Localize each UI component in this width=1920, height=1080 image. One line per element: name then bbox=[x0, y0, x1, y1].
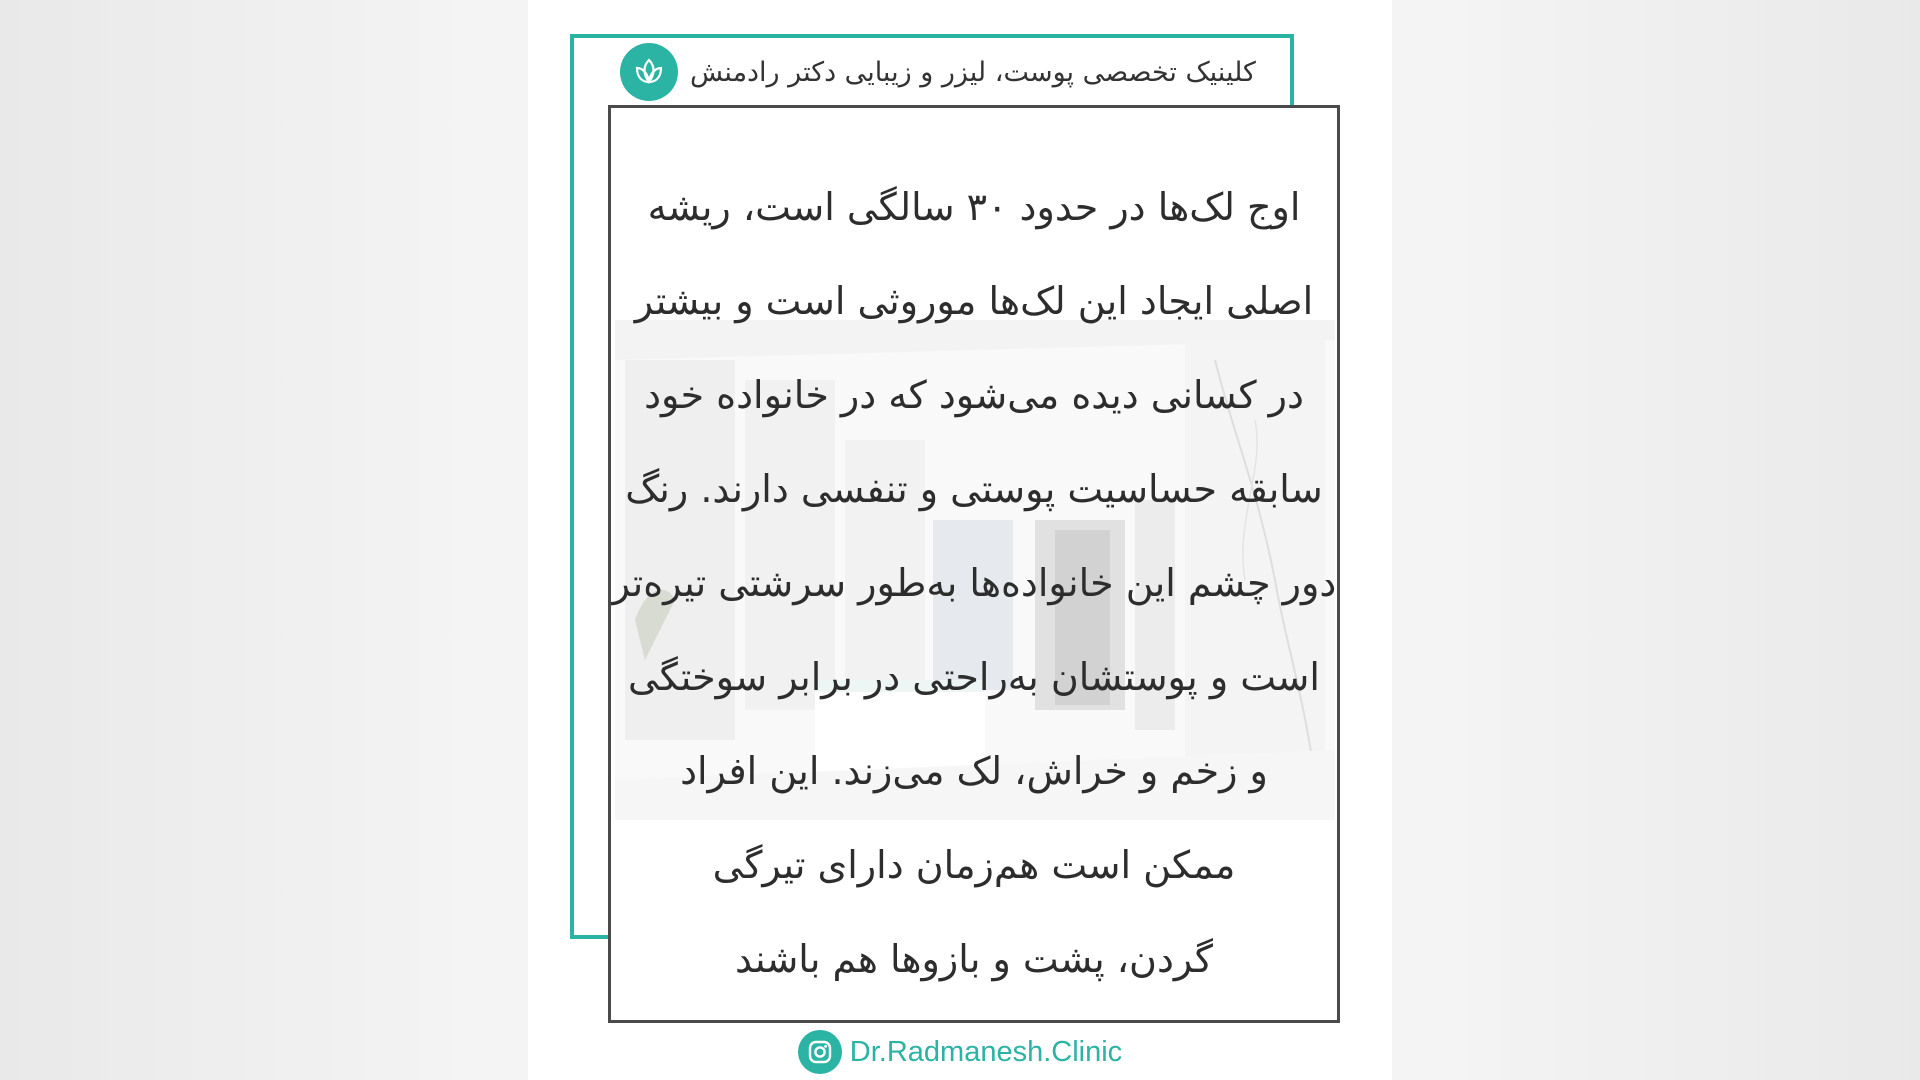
text-line: اوج لک‌ها در حدود ۳۰ سالگی است، ریشه bbox=[647, 185, 1301, 229]
text-line: دور چشم این خانواده‌ها به‌طور سرشتی تیره‌تر bbox=[611, 561, 1337, 605]
clinic-title: کلینیک تخصصی پوست، لیزر و زیبایی دکتر رادمنش bbox=[690, 56, 1256, 88]
text-line: است و پوستشان به‌راحتی در برابر سوختگی bbox=[628, 655, 1320, 699]
text-line: و زخم و خراش، لک می‌زند. این افراد bbox=[680, 749, 1268, 793]
lotus-logo-icon bbox=[620, 43, 678, 101]
instagram-handle[interactable]: Dr.Radmanesh.Clinic bbox=[849, 1035, 1123, 1068]
footer bbox=[0, 1028, 1920, 1076]
text-line: اصلی ایجاد این لک‌ها موروثی است و بیشتر bbox=[634, 279, 1314, 323]
text-line: در کسانی دیده می‌شود که در خانواده خود bbox=[644, 373, 1304, 417]
text-line: ممکن است هم‌زمان دارای تیرگی bbox=[712, 843, 1236, 887]
text-line: گردن، پشت و بازوها هم باشند bbox=[735, 937, 1213, 981]
article-text bbox=[611, 108, 1337, 1020]
clinic-header bbox=[620, 42, 1284, 102]
instagram-icon[interactable] bbox=[798, 1030, 842, 1074]
text-line: سابقه حساسیت پوستی و تنفسی دارند. رنگ bbox=[625, 467, 1323, 511]
content-box bbox=[608, 105, 1340, 1023]
